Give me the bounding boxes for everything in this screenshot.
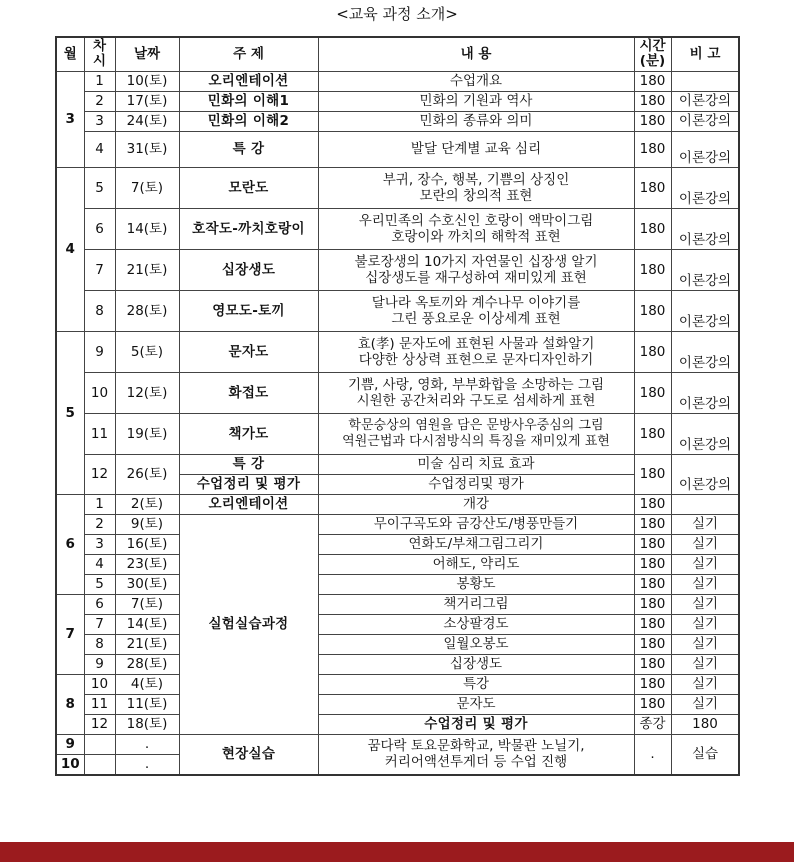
date-cell: 21(토) xyxy=(115,249,179,290)
note-cell: 실기 xyxy=(671,694,739,714)
date-cell: 28(토) xyxy=(115,654,179,674)
topic-cell: 실험실습과정 xyxy=(179,514,318,734)
header-note: 비 고 xyxy=(671,37,739,71)
hours-cell: 180 xyxy=(634,554,671,574)
note-cell: 이론강의 xyxy=(671,249,739,290)
session-cell: 8 xyxy=(84,290,115,331)
table-row xyxy=(56,674,739,694)
date-cell: 28(토) xyxy=(115,290,179,331)
session-cell: 1 xyxy=(84,71,115,91)
session-cell: 5 xyxy=(84,574,115,594)
table-row xyxy=(56,454,739,474)
session-cell: 5 xyxy=(84,167,115,208)
note-cell: 실기 xyxy=(671,654,739,674)
hours-cell: 180 xyxy=(634,167,671,208)
note-cell: 실기 xyxy=(671,674,739,694)
content-cell: 책거리그림 xyxy=(318,594,634,614)
date-cell: 30(토) xyxy=(115,574,179,594)
content-cell: 어해도, 약리도 xyxy=(318,554,634,574)
month-cell: 7 xyxy=(56,594,84,674)
header-content: 내 용 xyxy=(318,37,634,71)
month-cell: 4 xyxy=(56,167,84,331)
table-row xyxy=(56,594,739,614)
hours-cell: 180 xyxy=(634,694,671,714)
note-cell: 실기 xyxy=(671,614,739,634)
content-cell: 꿈다락 토요문화학교, 박물관 노닐기, 커리어액션투게더 등 수업 진행 xyxy=(318,734,634,775)
table-row xyxy=(56,71,739,91)
table-row xyxy=(56,654,739,674)
header-date: 날짜 xyxy=(115,37,179,71)
hours-cell: . xyxy=(634,734,671,775)
content-cell: 불로장생의 10가지 자연물인 십장생 알기 십장생도를 재구성하여 재미있게 표현 xyxy=(318,249,634,290)
session-cell: 12 xyxy=(84,714,115,734)
content-cell: 기쁨, 사랑, 영화, 부부화합을 소망하는 그림 시원한 공간처리와 구도로 섬세하게 표현 xyxy=(318,372,634,413)
topic-cell: 영모도-토끼 xyxy=(179,290,318,331)
session-cell: 9 xyxy=(84,654,115,674)
content-cell: 특강 xyxy=(318,674,634,694)
table-row xyxy=(56,734,739,754)
note-cell xyxy=(671,71,739,91)
month-cell: 9 xyxy=(56,734,84,754)
curriculum-table xyxy=(55,36,740,776)
session-cell: 3 xyxy=(84,534,115,554)
date-cell: . xyxy=(115,734,179,754)
content-cell: 미술 심리 치료 효과 xyxy=(318,454,634,474)
hours-cell: 180 xyxy=(634,208,671,249)
session-cell: 9 xyxy=(84,331,115,372)
session-cell: 7 xyxy=(84,249,115,290)
footer-bar xyxy=(0,842,794,862)
note-cell: 이론강의 xyxy=(671,111,739,131)
session-cell: 11 xyxy=(84,694,115,714)
table-row xyxy=(56,91,739,111)
note-cell: 실기 xyxy=(671,594,739,614)
table-row xyxy=(56,249,739,290)
content-cell: 학문숭상의 염원을 담은 문방사우중심의 그림 역원근법과 다시점방식의 특징을 재미있게 표현 xyxy=(318,413,634,454)
table-row xyxy=(56,714,739,734)
hours-cell: 180 xyxy=(634,290,671,331)
table-row xyxy=(56,694,739,714)
note-cell: 이론강의 xyxy=(671,454,739,494)
table-row xyxy=(56,534,739,554)
session-cell xyxy=(84,734,115,754)
hours-cell: 180 xyxy=(671,714,739,734)
content-cell: 달나라 옥토끼와 계수나무 이야기를 그린 풍요로운 이상세계 표현 xyxy=(318,290,634,331)
content-cell: 십장생도 xyxy=(318,654,634,674)
date-cell: 21(토) xyxy=(115,634,179,654)
hours-cell: 180 xyxy=(634,494,671,514)
table-row xyxy=(56,574,739,594)
month-cell: 10 xyxy=(56,754,84,775)
table-row xyxy=(56,634,739,654)
date-cell: 18(토) xyxy=(115,714,179,734)
hours-cell: 180 xyxy=(634,372,671,413)
content-cell: 일월오봉도 xyxy=(318,634,634,654)
date-cell: 14(토) xyxy=(115,208,179,249)
session-cell: 7 xyxy=(84,614,115,634)
session-cell: 6 xyxy=(84,208,115,249)
table-row xyxy=(56,494,739,514)
note-cell: 이론강의 xyxy=(671,290,739,331)
table-row xyxy=(56,167,739,208)
hours-cell: 180 xyxy=(634,91,671,111)
topic-cell: 모란도 xyxy=(179,167,318,208)
topic-cell: 문자도 xyxy=(179,331,318,372)
hours-cell: 180 xyxy=(634,111,671,131)
header-session: 차 시 xyxy=(84,37,115,71)
session-cell xyxy=(84,754,115,775)
date-cell: 11(토) xyxy=(115,694,179,714)
hours-cell: 180 xyxy=(634,574,671,594)
date-cell: 7(토) xyxy=(115,594,179,614)
topic-cell: 현장실습 xyxy=(179,734,318,775)
table-row xyxy=(56,111,739,131)
date-cell: . xyxy=(115,754,179,775)
date-cell: 5(토) xyxy=(115,331,179,372)
table-row xyxy=(56,290,739,331)
note-cell: 이론강의 xyxy=(671,131,739,167)
hours-cell: 180 xyxy=(634,514,671,534)
header-topic: 주 제 xyxy=(179,37,318,71)
hours-cell: 180 xyxy=(634,534,671,554)
note-cell: 이론강의 xyxy=(671,167,739,208)
page-title: <교육 과정 소개> xyxy=(336,5,458,23)
note-cell: 이론강의 xyxy=(671,91,739,111)
topic-cell: 책가도 xyxy=(179,413,318,454)
topic-cell: 민화의 이해1 xyxy=(179,91,318,111)
topic-cell: 특 강 xyxy=(179,131,318,167)
note-cell: 이론강의 xyxy=(671,413,739,454)
content-cell: 우리민족의 수호신인 호랑이 액막이그림 호랑이와 까치의 해학적 표현 xyxy=(318,208,634,249)
content-cell: 무이구곡도와 금강산도/병풍만들기 xyxy=(318,514,634,534)
session-cell: 4 xyxy=(84,131,115,167)
date-cell: 12(토) xyxy=(115,372,179,413)
content-cell: 효(孝) 문자도에 표현된 사물과 설화알기 다양한 상상력 표현으로 문자디자인하기 xyxy=(318,331,634,372)
note-cell: 이론강의 xyxy=(671,372,739,413)
session-cell: 10 xyxy=(84,674,115,694)
note-cell: 실기 xyxy=(671,554,739,574)
hours-cell: 180 xyxy=(634,654,671,674)
content-cell: 수업개요 xyxy=(318,71,634,91)
content-cell: 개강 xyxy=(318,494,634,514)
session-cell: 4 xyxy=(84,554,115,574)
session-cell: 3 xyxy=(84,111,115,131)
session-cell: 1 xyxy=(84,494,115,514)
table-row xyxy=(56,331,739,372)
note-cell: 실기 xyxy=(671,534,739,554)
date-cell: 26(토) xyxy=(115,454,179,494)
date-cell: 2(토) xyxy=(115,494,179,514)
content-cell: 민화의 기원과 역사 xyxy=(318,91,634,111)
hours-cell: 180 xyxy=(634,594,671,614)
content-cell: 수업정리및 평가 xyxy=(318,474,634,494)
topic-cell: 오리엔테이션 xyxy=(179,494,318,514)
month-cell: 8 xyxy=(56,674,84,734)
table-row xyxy=(56,208,739,249)
note-cell: 실기 xyxy=(671,634,739,654)
session-cell: 12 xyxy=(84,454,115,494)
session-cell: 2 xyxy=(84,91,115,111)
table-row xyxy=(56,554,739,574)
session-cell: 8 xyxy=(84,634,115,654)
topic-cell: 오리엔테이션 xyxy=(179,71,318,91)
date-cell: 16(토) xyxy=(115,534,179,554)
header-month: 월 xyxy=(56,37,84,71)
note-cell xyxy=(671,494,739,514)
session-cell: 6 xyxy=(84,594,115,614)
hours-cell: 180 xyxy=(634,614,671,634)
content-cell: 민화의 종류와 의미 xyxy=(318,111,634,131)
topic-cell: 수업정리 및 평가 xyxy=(179,474,318,494)
content-cell: 문자도 xyxy=(318,694,634,714)
month-cell: 6 xyxy=(56,494,84,594)
hours-cell: 180 xyxy=(634,249,671,290)
date-cell: 4(토) xyxy=(115,674,179,694)
date-cell: 9(토) xyxy=(115,514,179,534)
hours-cell: 180 xyxy=(634,634,671,654)
topic-cell: 호작도-까치호랑이 xyxy=(179,208,318,249)
content-cell: 종강 xyxy=(634,714,671,734)
note-cell: 실기 xyxy=(671,574,739,594)
date-cell: 23(토) xyxy=(115,554,179,574)
date-cell: 17(토) xyxy=(115,91,179,111)
date-cell: 7(토) xyxy=(115,167,179,208)
hours-cell: 180 xyxy=(634,131,671,167)
table-row xyxy=(56,372,739,413)
month-cell: 5 xyxy=(56,331,84,494)
topic-cell: 수업정리 및 평가 xyxy=(318,714,634,734)
table-row xyxy=(56,614,739,634)
hours-cell: 180 xyxy=(634,674,671,694)
content-cell: 발달 단계별 교육 심리 xyxy=(318,131,634,167)
note-cell: 이론강의 xyxy=(671,208,739,249)
session-cell: 11 xyxy=(84,413,115,454)
content-cell: 봉황도 xyxy=(318,574,634,594)
note-cell: 실기 xyxy=(671,514,739,534)
table-row xyxy=(56,514,739,534)
content-cell: 부귀, 장수, 행복, 기쁨의 상징인 모란의 창의적 표현 xyxy=(318,167,634,208)
hours-cell: 180 xyxy=(634,331,671,372)
header-hours: 시간 (분) xyxy=(634,37,671,71)
table-row xyxy=(56,131,739,167)
month-cell: 3 xyxy=(56,71,84,167)
table-row xyxy=(56,413,739,454)
content-cell: 소상팔경도 xyxy=(318,614,634,634)
session-cell: 2 xyxy=(84,514,115,534)
topic-cell: 특 강 xyxy=(179,454,318,474)
hours-cell: 180 xyxy=(634,413,671,454)
date-cell: 31(토) xyxy=(115,131,179,167)
note-cell: 실습 xyxy=(671,734,739,775)
topic-cell: 화접도 xyxy=(179,372,318,413)
date-cell: 10(토) xyxy=(115,71,179,91)
date-cell: 14(토) xyxy=(115,614,179,634)
hours-cell: 180 xyxy=(634,454,671,494)
note-cell: 이론강의 xyxy=(671,331,739,372)
topic-cell: 십장생도 xyxy=(179,249,318,290)
hours-cell: 180 xyxy=(634,71,671,91)
date-cell: 24(토) xyxy=(115,111,179,131)
topic-cell: 민화의 이해2 xyxy=(179,111,318,131)
session-cell: 10 xyxy=(84,372,115,413)
date-cell: 19(토) xyxy=(115,413,179,454)
content-cell: 연화도/부채그림그리기 xyxy=(318,534,634,554)
